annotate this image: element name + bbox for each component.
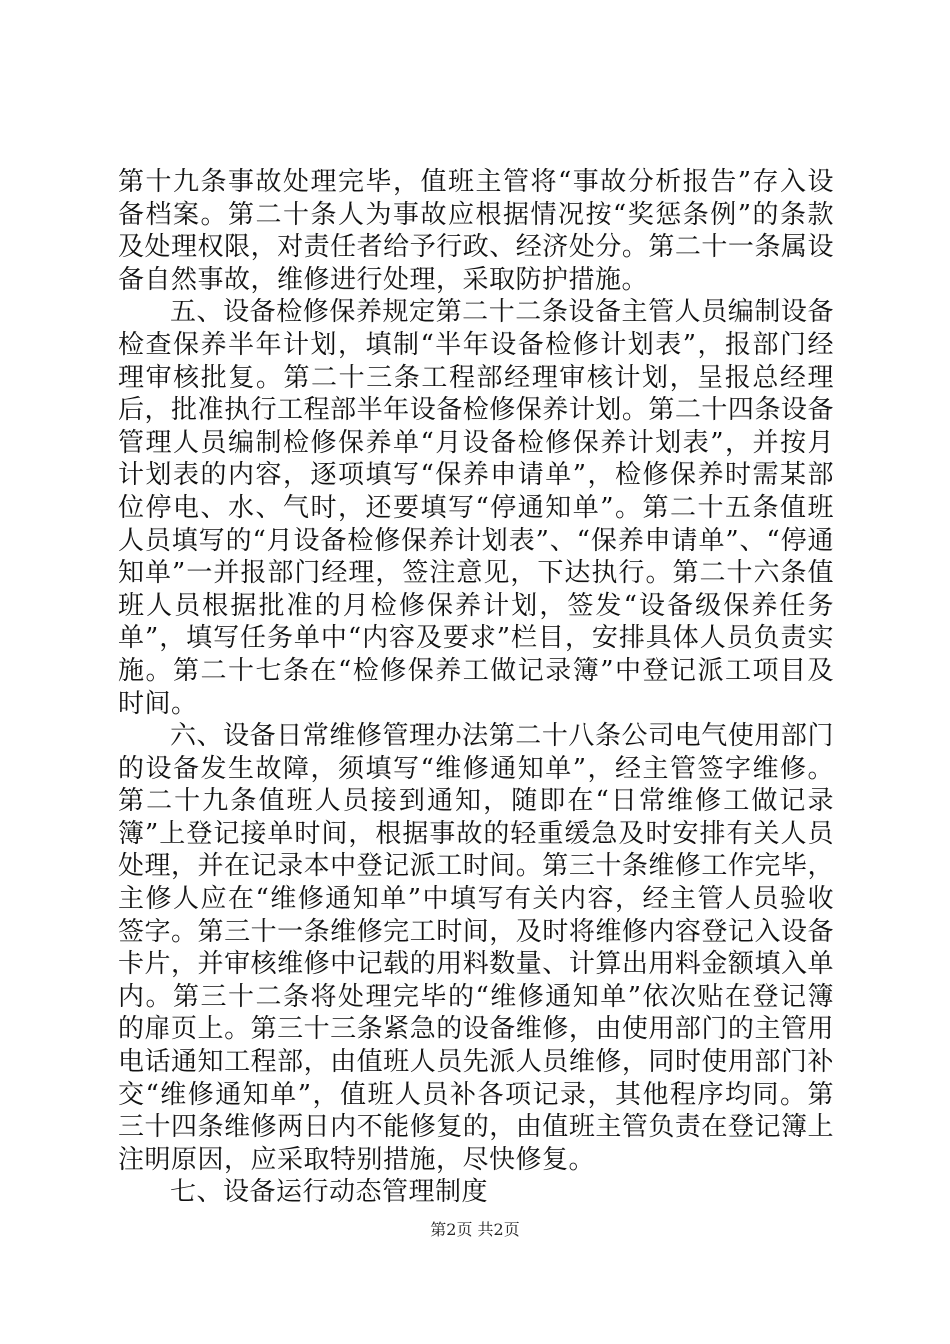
document-body xyxy=(118,166,834,1209)
paragraph-operation-management: 七、设备运行动态管理制度 xyxy=(170,1177,489,1208)
paragraph-accident-handling: 第十九条事故处理完毕，值班主管将“事故分析报告”存入设备档案。第二十条人为事故应根据情况按“奖惩条例”的条款及处理权限，对责任者给予行政、经济处分。第二十一条属设备自然事故，维修进行处理，采取防护措施。 xyxy=(118,167,834,295)
paragraph-daily-repair: 六、设备日常维修管理办法第二十八条公司电气使用部门的设备发生故障，须填写“维修通知单”，经主管签字维修。第二十九条值班人员接到通知，随即在“日常维修工做记录簿”上登记接单时间，根据事故的轻重缓急及时安排有关人员处理，并在记录本中登记派工时间。第三十条维修工作完毕，主修人应在“维修通知单”中填写有关内容，经主管人员验收签字。第三十一条维修完工时间，及时将维修内容登记入设备卡片，并审核维修中记载的用料数量、计算出用料金额填入单内。第三十二条将处理完毕的“维修通知单”依次贴在登记簿的扉页上。第三十三条紧急的设备维修，由使用部门的主管用电话通知工程部，由值班人员先派人员维修，同时使用部门补交“维修通知单”，值班人员补各项记录，其他程序均同。第三十四条维修两日内不能修复的，由值班主管负责在登记簿上注明原因，应采取特别措施，尽快修复。 xyxy=(118,721,834,1175)
page-number: 第2页 共2页 xyxy=(430,1220,520,1239)
paragraph-maintenance-rules: 五、设备检修保养规定第二十二条设备主管人员编制设备检查保养半年计划，填制“半年设备检修计划表”，报部门经理审核批复。第二十三条工程部经理审核计划，呈报总经理后，批准执行工程部半年设备检修保养计划。第二十四条设备管理人员编制检修保养单“月设备检修保养计划表”，并按月计划表的内容，逐项填写“保养申请单”，检修保养时需某部位停电、水、气时，还要填写“停通知单”。第二十五条值班人员填写的“月设备检修保养计划表”、“保养申请单”、“停通知单”一并报部门经理，签注意见，下达执行。第二十六条值班人员根据批准的月检修保养计划，签发“设备级保养任务单”，填写任务单中“内容及要求”栏目，安排具体人员负责实施。第二十七条在“检修保养工做记录簿”中登记派工项目及时间。 xyxy=(118,297,834,719)
